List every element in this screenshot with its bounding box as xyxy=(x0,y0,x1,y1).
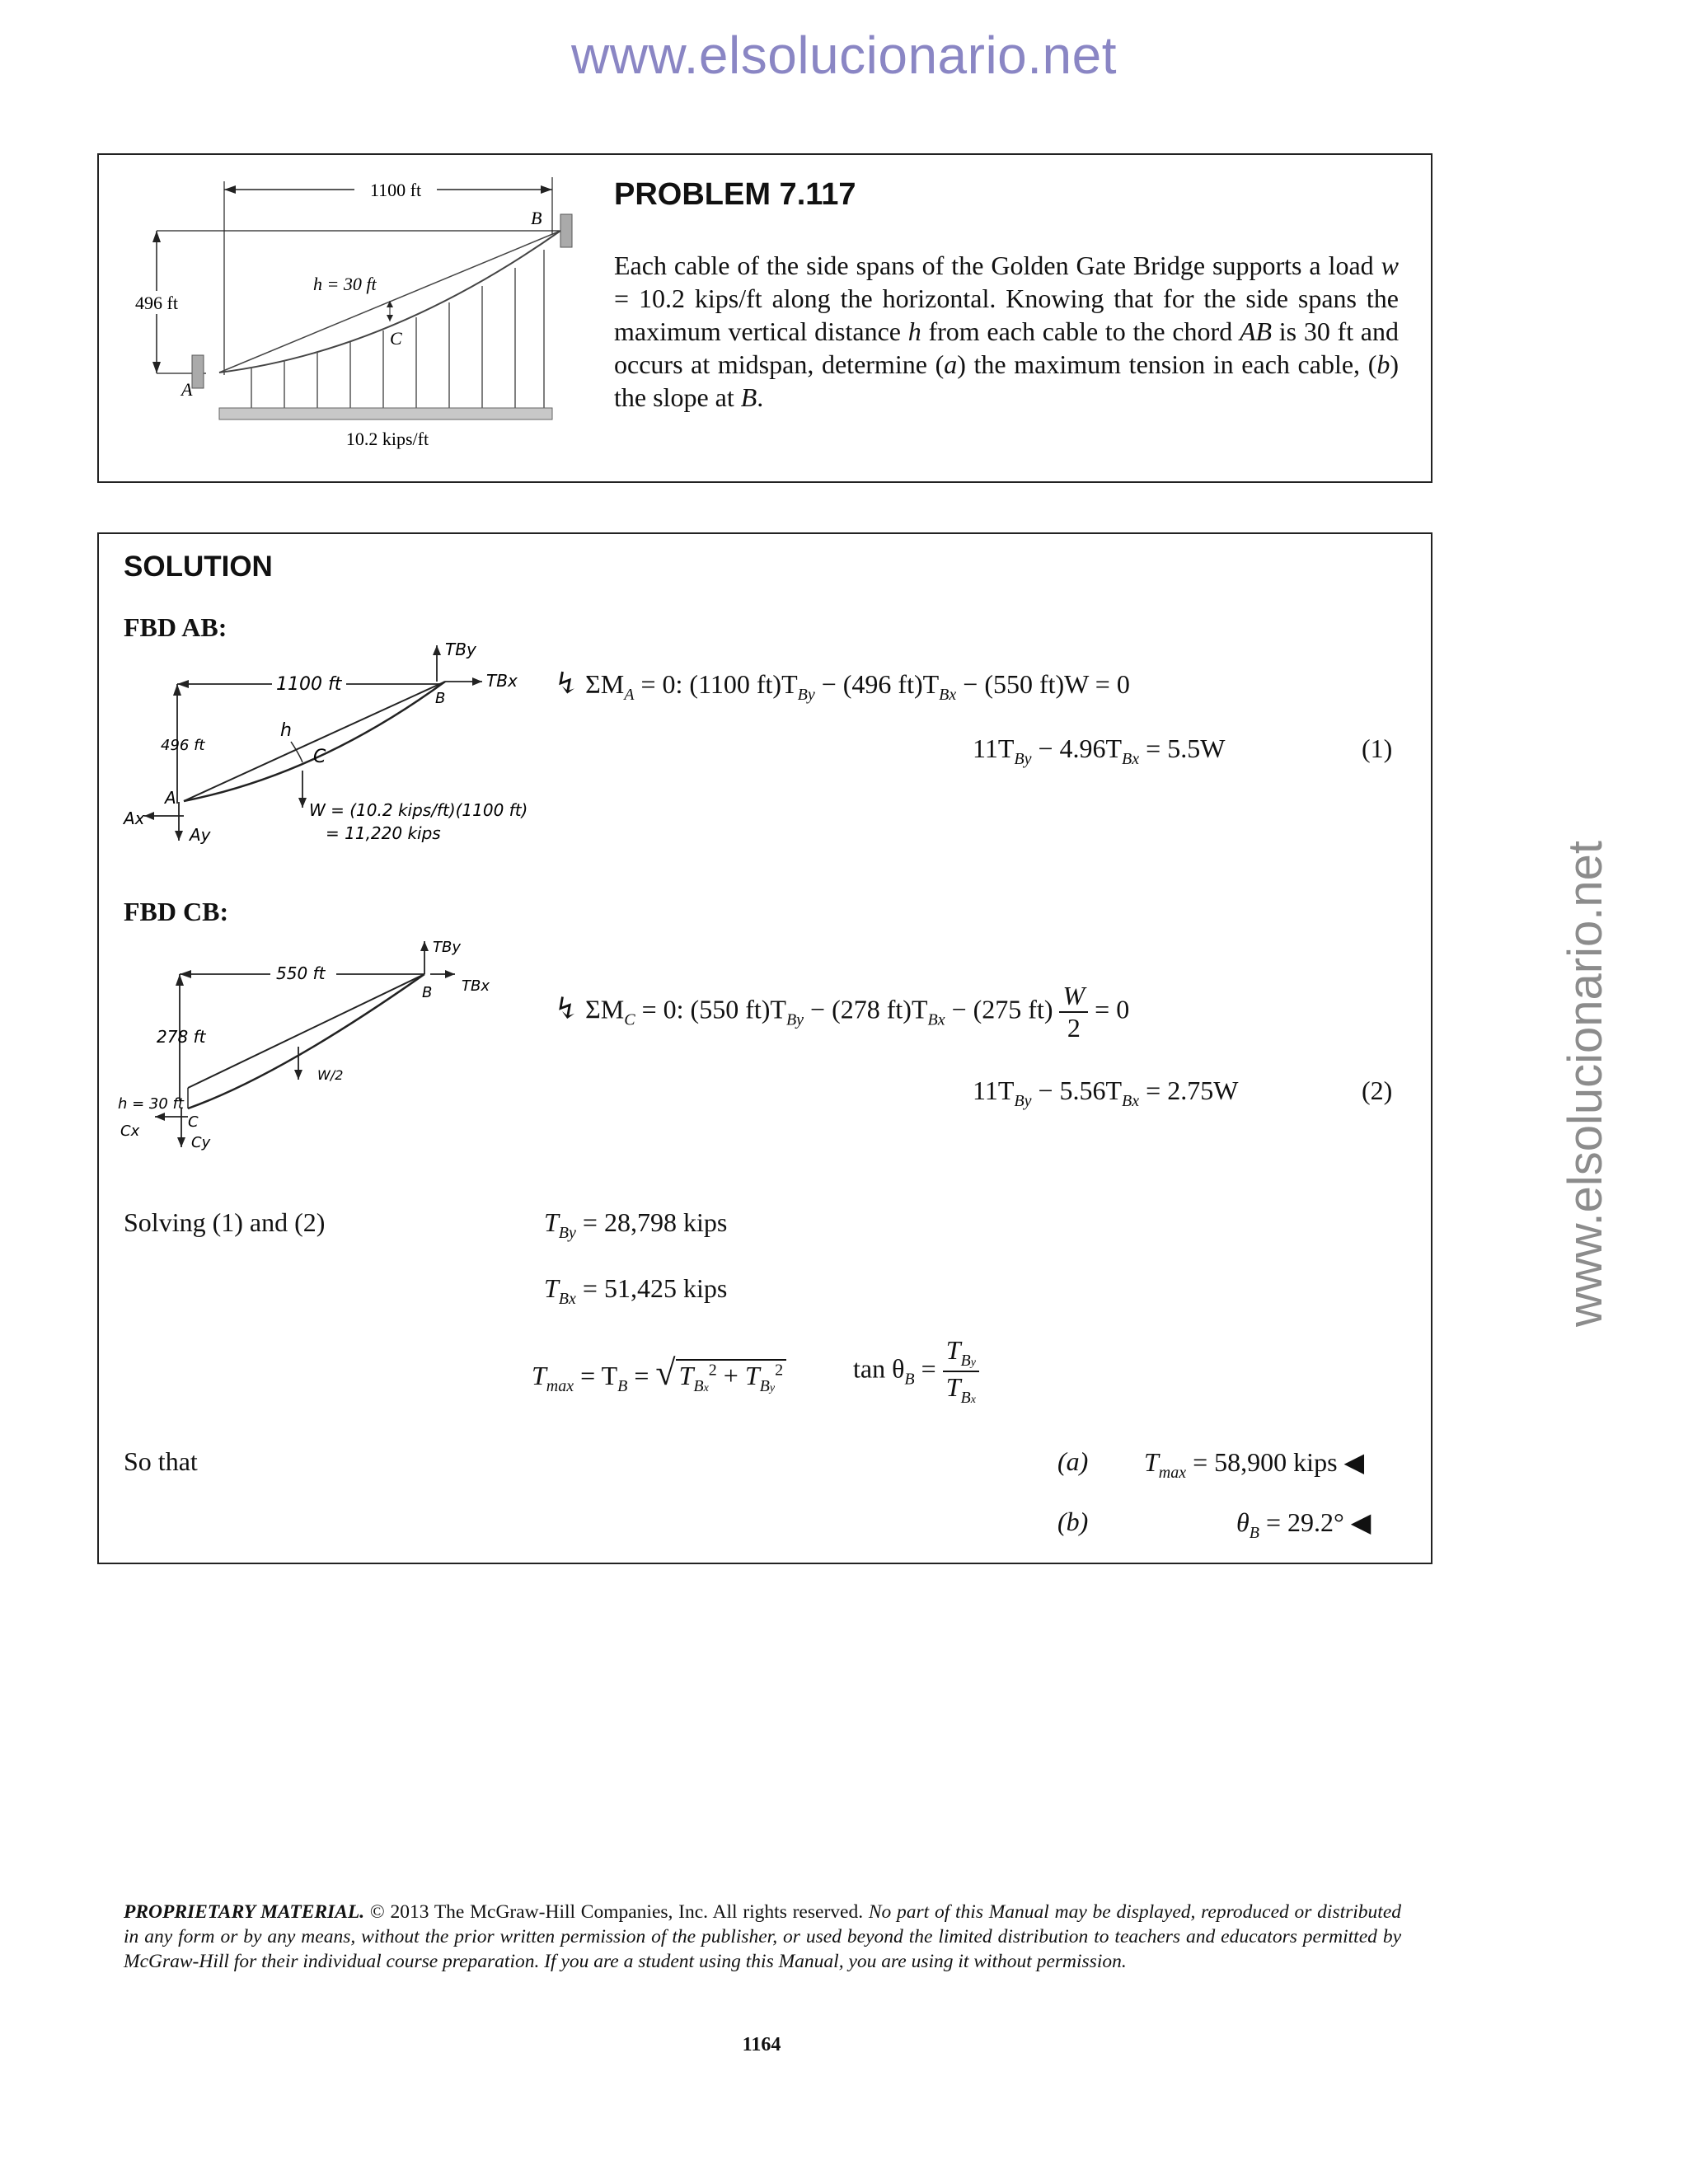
span-label: 1100 ft xyxy=(369,180,422,200)
svg-text:496 ft: 496 ft xyxy=(161,737,205,754)
fbd-ab-sketch xyxy=(120,639,532,861)
svg-text:B: B xyxy=(435,690,446,707)
watermark-top: www.elsolucionario.net xyxy=(571,26,1117,85)
tmax-formula: $T_{max} = T_B$ = √ $T_{Bx}^2 + T_{By}^2$ xyxy=(532,1352,786,1396)
so-that-label: So that xyxy=(124,1446,198,1476)
svg-text:Ay: Ay xyxy=(190,825,211,845)
svg-text:W/2: W/2 xyxy=(317,1067,344,1083)
solution-title: SOLUTION xyxy=(124,551,273,583)
tan-fraction: $\frac{T_{By}}{T_{Bx}}$ xyxy=(943,1335,979,1408)
answer-b-tag: (b) xyxy=(1057,1507,1089,1536)
svg-text:TBx: TBx xyxy=(462,977,490,995)
answer-a-tag: (a) xyxy=(1057,1446,1089,1476)
answer-b: $\theta_B = 29.2^\circ$ ◀ xyxy=(1236,1507,1372,1542)
height-label: 496 ft xyxy=(135,293,178,313)
svg-text:550 ft: 550 ft xyxy=(276,963,326,983)
svg-text:TBy: TBy xyxy=(445,640,476,659)
svg-text:= 11,220 kips: = 11,220 kips xyxy=(326,823,441,843)
point-c-label: C xyxy=(390,328,402,349)
fbd-ab-label: FBD AB: xyxy=(124,612,227,642)
equation-1: $11T_{By} - 4.96T_{Bx} = 5.5W$ xyxy=(973,733,1226,768)
solving-label: Solving (1) and (2) xyxy=(124,1207,326,1237)
problem-title: PROBLEM 7.117 xyxy=(614,177,856,212)
point-b-label: B xyxy=(531,208,542,228)
point-a-label: A xyxy=(181,379,193,400)
svg-text:C: C xyxy=(188,1113,199,1131)
svg-text:Cx: Cx xyxy=(120,1122,140,1140)
svg-text:h = 30 ft: h = 30 ft xyxy=(118,1095,184,1113)
fbd-cb-sketch xyxy=(115,931,511,1170)
svg-text:C: C xyxy=(313,747,326,767)
svg-text:h: h xyxy=(280,720,292,741)
sag-label: h = 30 ft xyxy=(313,274,377,294)
tby-result: $T_{By} = 28,798$ kips xyxy=(544,1207,728,1242)
w-over-2-fraction: $\frac{W}{2}$ xyxy=(1059,981,1088,1043)
svg-text:TBx: TBx xyxy=(486,671,518,691)
answer-a: $T_{max} = 58,900$ kips ◀ xyxy=(1144,1447,1365,1482)
tan-formula: $\tan \theta_B$ = $\frac{T_{By}}{T_{Bx}}$ xyxy=(853,1335,979,1408)
fbd-ab-moment-equation: ↯ $\Sigma M_A = 0$: (1100 $ft)T_{By} - (496$ $ft)T_{Bx} - (550$ ft)W = 0 xyxy=(554,667,1130,704)
svg-text:1100 ft: 1100 ft xyxy=(276,674,342,695)
problem-statement: Each cable of the side spans of the Golden Gate Bridge supports a load w = 10.2 kips/ft along the horizontal. Knowing that for the side spans the maximum vertical distance h from each cable to the chord AB is 30 ft and occurs at midspan, determine (a) the maximum tension in each cable, (b) the slope at B. xyxy=(614,251,1400,412)
svg-text:B: B xyxy=(422,984,433,1001)
svg-text:TBy: TBy xyxy=(433,939,461,956)
fbd-cb-label: FBD CB: xyxy=(124,897,229,926)
tbx-result: $T_{Bx} = 51,425$ kips xyxy=(544,1273,728,1308)
svg-text:Cy: Cy xyxy=(191,1134,211,1151)
svg-text:Ax: Ax xyxy=(124,808,145,828)
fbd-cb-moment-equation: ↯ $\Sigma M_C = 0$: (550 $ft)T_{By} - (278$ $ft)T_{Bx} - (275$ ft) $\frac{W}{2}$ = 0 xyxy=(554,981,1130,1043)
svg-text:A: A xyxy=(165,788,176,808)
footer-copyright: PROPRIETARY MATERIAL. © 2013 The McGraw-Hill Companies, Inc. All rights reserved. No part of this Manual may be displayed, reproduced or distributed in any form or by any means, without the prior written permission of the publisher, or used beyond the limited distribution to teachers and educators permitted by McGraw-Hill for their individual course preparation. If you are a student using this Manual, you are using it without permission. xyxy=(124,1901,1402,1972)
equation-2-number: (2) xyxy=(1362,1076,1393,1105)
equation-2: $11T_{By} - 5.56T_{Bx} = 2.75W$ xyxy=(973,1076,1239,1110)
svg-text:W = (10.2 kips/ft)(1100 ft): W = (10.2 kips/ft)(1100 ft) xyxy=(309,800,528,820)
page-number: 1164 xyxy=(742,2034,781,2055)
equation-1-number: (1) xyxy=(1362,733,1393,763)
problem-figure xyxy=(115,169,602,474)
deck xyxy=(219,408,552,419)
svg-text:278 ft: 278 ft xyxy=(157,1027,206,1047)
load-label: 10.2 kips/ft xyxy=(345,429,429,449)
watermark-side: www.elsolucionario.net xyxy=(1559,841,1612,1327)
